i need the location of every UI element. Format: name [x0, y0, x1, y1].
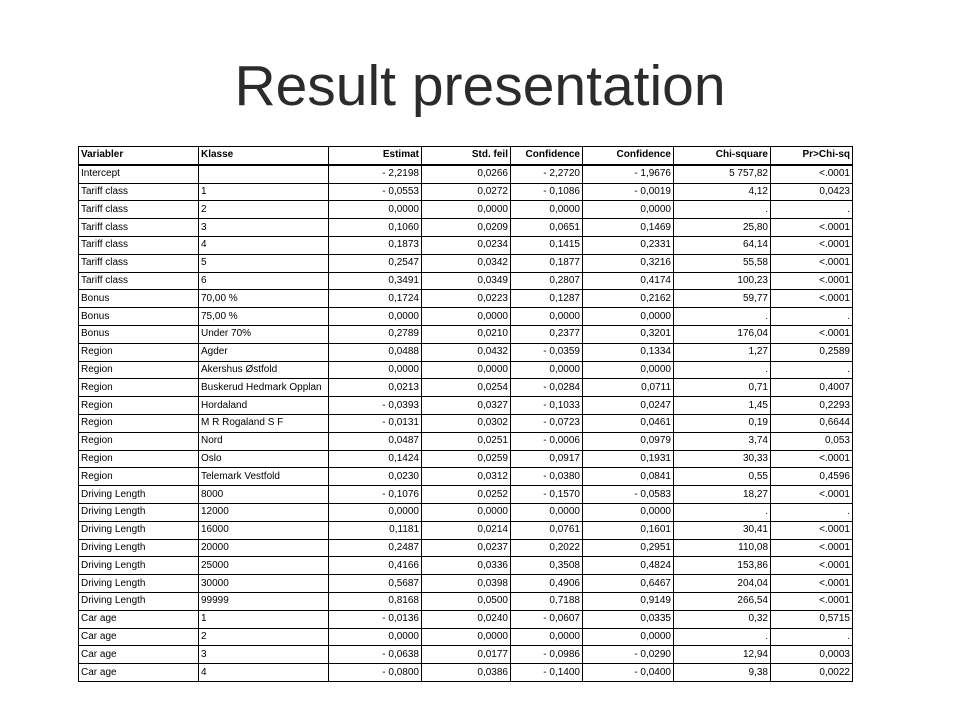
cell-p-value: 0,4007: [771, 379, 853, 397]
cell-variable: Bonus: [79, 290, 199, 308]
cell-variable: Region: [79, 397, 199, 415]
cell-confidence-upper: 0,0979: [583, 432, 674, 450]
cell-std-error: 0,0240: [422, 610, 511, 628]
cell-std-error: 0,0000: [422, 201, 511, 219]
cell-confidence-upper: 0,3216: [583, 254, 674, 272]
cell-variable: Driving Length: [79, 557, 199, 575]
cell-estimate: 0,0487: [329, 432, 422, 450]
cell-variable: Car age: [79, 664, 199, 682]
cell-variable: Car age: [79, 628, 199, 646]
cell-confidence-upper: 0,2331: [583, 236, 674, 254]
cell-class: Nord: [199, 432, 329, 450]
cell-std-error: 0,0000: [422, 308, 511, 326]
cell-confidence-lower: 0,0651: [511, 219, 583, 237]
cell-variable: Tariff class: [79, 236, 199, 254]
cell-estimate: 0,1424: [329, 450, 422, 468]
cell-confidence-upper: 0,6467: [583, 575, 674, 593]
cell-estimate: 0,0000: [329, 628, 422, 646]
cell-class: 3: [199, 646, 329, 664]
cell-estimate: - 0,0638: [329, 646, 422, 664]
table-row: [79, 521, 853, 539]
cell-chi-square: 30,33: [674, 450, 771, 468]
cell-confidence-upper: 0,0461: [583, 414, 674, 432]
cell-estimate: 0,0000: [329, 308, 422, 326]
cell-chi-square: 3,74: [674, 432, 771, 450]
cell-std-error: 0,0000: [422, 628, 511, 646]
table-row: [79, 646, 853, 664]
cell-std-error: 0,0234: [422, 236, 511, 254]
cell-chi-square: 12,94: [674, 646, 771, 664]
cell-p-value: 0,0003: [771, 646, 853, 664]
cell-chi-square: 0,55: [674, 468, 771, 486]
cell-chi-square: 153,86: [674, 557, 771, 575]
cell-class: 4: [199, 236, 329, 254]
cell-chi-square: 30,41: [674, 521, 771, 539]
cell-confidence-lower: 0,3508: [511, 557, 583, 575]
cell-class: M R Rogaland S F: [199, 414, 329, 432]
cell-chi-square: .: [674, 308, 771, 326]
cell-variable: Driving Length: [79, 503, 199, 521]
cell-chi-square: 55,58: [674, 254, 771, 272]
cell-estimate: - 2,2198: [329, 165, 422, 183]
cell-p-value: <.0001: [771, 486, 853, 504]
cell-confidence-lower: 0,2377: [511, 325, 583, 343]
cell-class: 1: [199, 183, 329, 201]
table-row: [79, 414, 853, 432]
cell-confidence-upper: 0,4174: [583, 272, 674, 290]
cell-confidence-lower: - 2,2720: [511, 165, 583, 183]
cell-p-value: .: [771, 308, 853, 326]
cell-chi-square: 4,12: [674, 183, 771, 201]
cell-std-error: 0,0254: [422, 379, 511, 397]
cell-chi-square: 59,77: [674, 290, 771, 308]
header-estimat: Estimat: [329, 147, 422, 165]
cell-variable: Bonus: [79, 308, 199, 326]
cell-confidence-lower: 0,0000: [511, 628, 583, 646]
cell-p-value: <.0001: [771, 236, 853, 254]
cell-std-error: 0,0266: [422, 165, 511, 183]
cell-chi-square: .: [674, 503, 771, 521]
cell-std-error: 0,0398: [422, 575, 511, 593]
cell-estimate: 0,1873: [329, 236, 422, 254]
cell-class: 5: [199, 254, 329, 272]
cell-confidence-upper: 0,0000: [583, 503, 674, 521]
cell-class: 4: [199, 664, 329, 682]
cell-variable: Car age: [79, 646, 199, 664]
cell-std-error: 0,0336: [422, 557, 511, 575]
table-row: [79, 254, 853, 272]
cell-confidence-lower: 0,2807: [511, 272, 583, 290]
cell-confidence-lower: 0,1287: [511, 290, 583, 308]
cell-confidence-upper: 0,1469: [583, 219, 674, 237]
header-confidence-lower: Confidence: [511, 147, 583, 165]
cell-class: 20000: [199, 539, 329, 557]
cell-confidence-upper: 0,1334: [583, 343, 674, 361]
cell-variable: Region: [79, 414, 199, 432]
cell-variable: Tariff class: [79, 254, 199, 272]
cell-p-value: .: [771, 201, 853, 219]
table-row: [79, 219, 853, 237]
cell-confidence-upper: 0,9149: [583, 592, 674, 610]
cell-p-value: <.0001: [771, 539, 853, 557]
cell-variable: Tariff class: [79, 201, 199, 219]
cell-confidence-lower: - 0,0723: [511, 414, 583, 432]
cell-class: 12000: [199, 503, 329, 521]
cell-std-error: 0,0349: [422, 272, 511, 290]
cell-confidence-lower: - 0,1033: [511, 397, 583, 415]
cell-chi-square: 0,19: [674, 414, 771, 432]
cell-confidence-lower: 0,0917: [511, 450, 583, 468]
header-klasse: Klasse: [199, 147, 329, 165]
cell-estimate: - 0,1076: [329, 486, 422, 504]
cell-confidence-upper: 0,2951: [583, 539, 674, 557]
cell-confidence-lower: 0,0000: [511, 201, 583, 219]
cell-std-error: 0,0342: [422, 254, 511, 272]
cell-p-value: .: [771, 361, 853, 379]
cell-confidence-upper: 0,0711: [583, 379, 674, 397]
table-row: [79, 290, 853, 308]
header-confidence-upper: Confidence: [583, 147, 674, 165]
table-row: [79, 325, 853, 343]
cell-estimate: 0,8168: [329, 592, 422, 610]
table-row: [79, 592, 853, 610]
cell-confidence-lower: - 0,1570: [511, 486, 583, 504]
cell-estimate: 0,4166: [329, 557, 422, 575]
cell-chi-square: 100,23: [674, 272, 771, 290]
cell-class: Akershus Østfold: [199, 361, 329, 379]
table-header-row: [79, 147, 853, 165]
header-std-feil: Std. feil: [422, 147, 511, 165]
results-table: [78, 146, 853, 682]
cell-variable: Region: [79, 361, 199, 379]
header-chi-square: Chi-square: [674, 147, 771, 165]
cell-variable: Driving Length: [79, 521, 199, 539]
cell-class: 25000: [199, 557, 329, 575]
table-row: [79, 308, 853, 326]
cell-variable: Tariff class: [79, 272, 199, 290]
cell-chi-square: 176,04: [674, 325, 771, 343]
cell-confidence-upper: - 0,0019: [583, 183, 674, 201]
cell-confidence-lower: - 0,0986: [511, 646, 583, 664]
cell-confidence-lower: - 0,0284: [511, 379, 583, 397]
cell-p-value: <.0001: [771, 450, 853, 468]
cell-confidence-lower: 0,1415: [511, 236, 583, 254]
cell-variable: Driving Length: [79, 592, 199, 610]
cell-class: Buskerud Hedmark Opplan: [199, 379, 329, 397]
cell-p-value: <.0001: [771, 165, 853, 183]
cell-std-error: 0,0312: [422, 468, 511, 486]
cell-class: 2: [199, 201, 329, 219]
cell-estimate: 0,1724: [329, 290, 422, 308]
cell-p-value: <.0001: [771, 254, 853, 272]
cell-estimate: 0,1181: [329, 521, 422, 539]
cell-variable: Driving Length: [79, 539, 199, 557]
cell-estimate: 0,1060: [329, 219, 422, 237]
cell-estimate: 0,0000: [329, 361, 422, 379]
cell-std-error: 0,0177: [422, 646, 511, 664]
cell-class: 75,00 %: [199, 308, 329, 326]
table-row: [79, 486, 853, 504]
cell-chi-square: 1,27: [674, 343, 771, 361]
table-row: [79, 165, 853, 183]
cell-p-value: <.0001: [771, 290, 853, 308]
cell-estimate: - 0,0800: [329, 664, 422, 682]
cell-estimate: 0,5687: [329, 575, 422, 593]
table-row: [79, 343, 853, 361]
cell-class: Telemark Vestfold: [199, 468, 329, 486]
cell-chi-square: 5 757,82: [674, 165, 771, 183]
cell-p-value: <.0001: [771, 521, 853, 539]
cell-p-value: 0,4596: [771, 468, 853, 486]
cell-confidence-lower: - 0,0006: [511, 432, 583, 450]
cell-confidence-upper: 0,0000: [583, 201, 674, 219]
cell-estimate: 0,2487: [329, 539, 422, 557]
results-table-container: [78, 146, 853, 682]
cell-class: 70,00 %: [199, 290, 329, 308]
cell-estimate: 0,0230: [329, 468, 422, 486]
cell-p-value: .: [771, 503, 853, 521]
cell-std-error: 0,0209: [422, 219, 511, 237]
cell-chi-square: 1,45: [674, 397, 771, 415]
cell-chi-square: 0,71: [674, 379, 771, 397]
cell-confidence-lower: 0,0000: [511, 308, 583, 326]
cell-std-error: 0,0432: [422, 343, 511, 361]
cell-std-error: 0,0210: [422, 325, 511, 343]
cell-confidence-upper: - 0,0583: [583, 486, 674, 504]
cell-class: 30000: [199, 575, 329, 593]
cell-estimate: 0,0213: [329, 379, 422, 397]
cell-variable: Region: [79, 450, 199, 468]
cell-p-value: <.0001: [771, 575, 853, 593]
table-row: [79, 664, 853, 682]
table-row: [79, 183, 853, 201]
cell-confidence-upper: 0,0335: [583, 610, 674, 628]
cell-confidence-lower: 0,4906: [511, 575, 583, 593]
cell-p-value: .: [771, 628, 853, 646]
cell-p-value: <.0001: [771, 592, 853, 610]
cell-std-error: 0,0500: [422, 592, 511, 610]
cell-confidence-lower: 0,0000: [511, 503, 583, 521]
cell-estimate: - 0,0131: [329, 414, 422, 432]
cell-p-value: 0,0423: [771, 183, 853, 201]
cell-class: Under 70%: [199, 325, 329, 343]
header-variabler: Variabler: [79, 147, 199, 165]
cell-class: Oslo: [199, 450, 329, 468]
cell-estimate: 0,0488: [329, 343, 422, 361]
cell-confidence-upper: 0,0000: [583, 308, 674, 326]
table-row: [79, 539, 853, 557]
cell-class: 3: [199, 219, 329, 237]
cell-variable: Tariff class: [79, 183, 199, 201]
cell-p-value: 0,2589: [771, 343, 853, 361]
cell-variable: Car age: [79, 610, 199, 628]
cell-variable: Region: [79, 432, 199, 450]
cell-std-error: 0,0223: [422, 290, 511, 308]
cell-confidence-upper: 0,3201: [583, 325, 674, 343]
cell-chi-square: .: [674, 361, 771, 379]
cell-confidence-upper: 0,1931: [583, 450, 674, 468]
cell-p-value: 0,053: [771, 432, 853, 450]
cell-estimate: 0,3491: [329, 272, 422, 290]
table-row: [79, 397, 853, 415]
table-row: [79, 432, 853, 450]
cell-variable: Driving Length: [79, 575, 199, 593]
cell-confidence-lower: - 0,0380: [511, 468, 583, 486]
cell-p-value: <.0001: [771, 325, 853, 343]
cell-p-value: 0,6644: [771, 414, 853, 432]
cell-confidence-upper: 0,0000: [583, 628, 674, 646]
cell-variable: Bonus: [79, 325, 199, 343]
cell-p-value: 0,2293: [771, 397, 853, 415]
cell-chi-square: 204,04: [674, 575, 771, 593]
table-row: [79, 503, 853, 521]
cell-p-value: 0,5715: [771, 610, 853, 628]
cell-std-error: 0,0302: [422, 414, 511, 432]
cell-std-error: 0,0272: [422, 183, 511, 201]
cell-std-error: 0,0214: [422, 521, 511, 539]
cell-class: 99999: [199, 592, 329, 610]
table-row: [79, 628, 853, 646]
cell-variable: Tariff class: [79, 219, 199, 237]
cell-confidence-lower: - 0,0607: [511, 610, 583, 628]
cell-p-value: <.0001: [771, 272, 853, 290]
cell-variable: Region: [79, 343, 199, 361]
cell-chi-square: .: [674, 201, 771, 219]
cell-estimate: - 0,0136: [329, 610, 422, 628]
cell-confidence-lower: 0,0000: [511, 361, 583, 379]
cell-confidence-upper: 0,2162: [583, 290, 674, 308]
cell-chi-square: 0,32: [674, 610, 771, 628]
cell-confidence-upper: 0,4824: [583, 557, 674, 575]
cell-confidence-upper: - 1,9676: [583, 165, 674, 183]
table-row: [79, 468, 853, 486]
cell-estimate: 0,0000: [329, 201, 422, 219]
table-row: [79, 201, 853, 219]
table-row: [79, 379, 853, 397]
table-row: [79, 361, 853, 379]
cell-confidence-upper: 0,0841: [583, 468, 674, 486]
cell-confidence-upper: 0,1601: [583, 521, 674, 539]
cell-class: 2: [199, 628, 329, 646]
cell-class: 16000: [199, 521, 329, 539]
cell-std-error: 0,0237: [422, 539, 511, 557]
cell-confidence-upper: 0,0247: [583, 397, 674, 415]
cell-confidence-upper: - 0,0290: [583, 646, 674, 664]
cell-confidence-lower: 0,0761: [511, 521, 583, 539]
cell-chi-square: 110,08: [674, 539, 771, 557]
cell-estimate: 0,0000: [329, 503, 422, 521]
cell-confidence-lower: 0,2022: [511, 539, 583, 557]
cell-class: 1: [199, 610, 329, 628]
cell-std-error: 0,0327: [422, 397, 511, 415]
header-pr-chi-sq: Pr>Chi-sq: [771, 147, 853, 165]
table-row: [79, 610, 853, 628]
cell-estimate: - 0,0553: [329, 183, 422, 201]
cell-class: 6: [199, 272, 329, 290]
cell-confidence-upper: 0,0000: [583, 361, 674, 379]
cell-std-error: 0,0000: [422, 361, 511, 379]
table-body: [79, 165, 853, 682]
cell-chi-square: 18,27: [674, 486, 771, 504]
cell-std-error: 0,0000: [422, 503, 511, 521]
cell-chi-square: 64,14: [674, 236, 771, 254]
cell-confidence-upper: - 0,0400: [583, 664, 674, 682]
cell-confidence-lower: - 0,0359: [511, 343, 583, 361]
cell-p-value: <.0001: [771, 557, 853, 575]
cell-std-error: 0,0251: [422, 432, 511, 450]
table-row: [79, 236, 853, 254]
cell-estimate: 0,2547: [329, 254, 422, 272]
table-row: [79, 575, 853, 593]
cell-chi-square: 9,38: [674, 664, 771, 682]
cell-p-value: <.0001: [771, 219, 853, 237]
cell-class: Agder: [199, 343, 329, 361]
cell-estimate: 0,2789: [329, 325, 422, 343]
slide-title: Result presentation: [234, 54, 726, 118]
cell-confidence-lower: 0,1877: [511, 254, 583, 272]
cell-std-error: 0,0386: [422, 664, 511, 682]
table-row: [79, 557, 853, 575]
cell-variable: Region: [79, 379, 199, 397]
cell-chi-square: .: [674, 628, 771, 646]
cell-confidence-lower: 0,7188: [511, 592, 583, 610]
table-row: [79, 450, 853, 468]
cell-class: [199, 165, 329, 183]
table-row: [79, 272, 853, 290]
cell-variable: Driving Length: [79, 486, 199, 504]
cell-class: 8000: [199, 486, 329, 504]
cell-p-value: 0,0022: [771, 664, 853, 682]
cell-estimate: - 0,0393: [329, 397, 422, 415]
cell-chi-square: 25,80: [674, 219, 771, 237]
cell-confidence-lower: - 0,1400: [511, 664, 583, 682]
cell-std-error: 0,0259: [422, 450, 511, 468]
cell-class: Hordaland: [199, 397, 329, 415]
cell-std-error: 0,0252: [422, 486, 511, 504]
cell-chi-square: 266,54: [674, 592, 771, 610]
cell-confidence-lower: - 0,1086: [511, 183, 583, 201]
cell-variable: Region: [79, 468, 199, 486]
cell-variable: Intercept: [79, 165, 199, 183]
